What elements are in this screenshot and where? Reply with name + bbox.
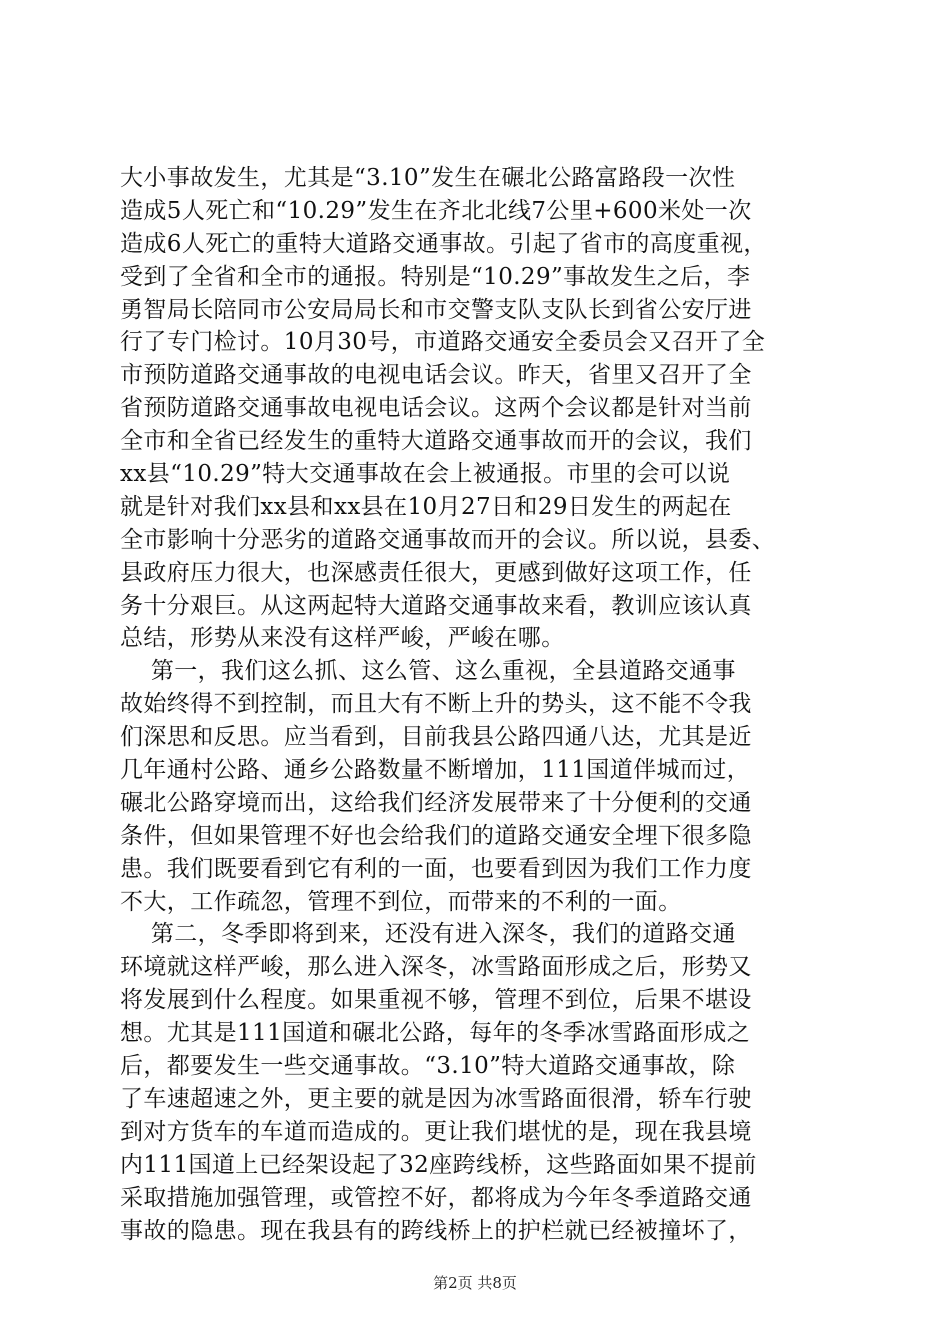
text-line: 大小事故发生，尤其是“3.10”发生在碾北公路富路段一次性 bbox=[120, 165, 736, 191]
text-line: 就是针对我们xx县和xx县在10月27日和29日发生的两起在 bbox=[120, 493, 732, 520]
text-line: 环境就这样严峻，那么进入深冬，冰雪路面形成之后，形势又 bbox=[120, 954, 752, 981]
text-line: 几年通村公路、通乡公路数量不断增加，111国道伴城而过， bbox=[120, 757, 751, 784]
text-line: 到对方货车的车道而造成的。更让我们堪忧的是，现在我县境 bbox=[120, 1118, 752, 1145]
text-line: 总结，形势从来没有这样严峻，严峻在哪。 bbox=[120, 625, 565, 652]
text-line: 患。我们既要看到它有利的一面，也要看到因为我们工作力度 bbox=[120, 855, 752, 882]
text-line: 内111国道上已经架设起了32座跨线桥，这些路面如果不提前 bbox=[120, 1151, 757, 1178]
text-line: 采取措施加强管理，或管控不好，都将成为今年冬季道路交通 bbox=[120, 1184, 752, 1211]
text-line: 行了专门检讨。10月30号，市道路交通安全委员会又召开了全 bbox=[120, 329, 766, 356]
text-line: 务十分艰巨。从这两起特大道路交通事故来看，教训应该认真 bbox=[120, 592, 752, 619]
text-line: 了车速超速之外，更主要的就是因为冰雪路面很滑，轿车行驶 bbox=[120, 1085, 752, 1112]
text-line: 勇智局长陪同市公安局局长和市交警支队支队长到省公安厅进 bbox=[120, 296, 752, 323]
text-line: 市预防道路交通事故的电视电话会议。昨天，省里又召开了全 bbox=[120, 362, 752, 389]
text-line: 故始终得不到控制，而且大有不断上升的势头，这不能不令我 bbox=[120, 691, 752, 718]
text-line: 省预防道路交通事故电视电话会议。这两个会议都是针对当前 bbox=[120, 395, 752, 422]
paragraph-first-line: 第二，冬季即将到来，还没有进入深冬，我们的道路交通 bbox=[120, 921, 736, 948]
text-line: 后，都要发生一些交通事故。“3.10”特大道路交通事故，除 bbox=[120, 1053, 736, 1080]
text-line: 受到了全省和全市的通报。特别是“10.29”事故发生之后，李 bbox=[120, 263, 751, 290]
paragraph-first-line: 第一，我们这么抓、这么管、这么重视，全县道路交通事 bbox=[120, 658, 736, 685]
text-line: 事故的隐患。现在我县有的跨线桥上的护栏就已经被撞坏了， bbox=[120, 1217, 752, 1244]
text-line: 造成6人死亡的重特大道路交通事故。引起了省市的高度重视， bbox=[120, 230, 767, 257]
document-body bbox=[120, 162, 832, 1247]
text-line: 县政府压力很大，也深感责任很大，更感到做好这项工作，任 bbox=[120, 559, 752, 586]
text-line: 条件，但如果管理不好也会给我们的道路交通安全埋下很多隐 bbox=[120, 822, 752, 849]
text-line: 全市影响十分恶劣的道路交通事故而开的会议。所以说，县委、 bbox=[120, 526, 776, 553]
text-line: 们深思和反思。应当看到，目前我县公路四通八达，尤其是近 bbox=[120, 724, 752, 751]
text-line: 碾北公路穿境而出，这给我们经济发展带来了十分便利的交通 bbox=[120, 789, 752, 816]
text-line: 不大，工作疏忽，管理不到位，而带来的不利的一面。 bbox=[120, 888, 682, 915]
text-line: 想。尤其是111国道和碾北公路，每年的冬季冰雪路面形成之 bbox=[120, 1020, 751, 1047]
text-line: 全市和全省已经发生的重特大道路交通事故而开的会议，我们 bbox=[120, 428, 752, 455]
page-number-footer: 第2页 共8页 bbox=[433, 1274, 517, 1292]
text-line: 将发展到什么程度。如果重视不够，管理不到位，后果不堪设 bbox=[120, 987, 752, 1014]
text-line: 造成5人死亡和“10.29”发生在齐北北线7公里+600米处一次 bbox=[120, 197, 752, 224]
text-line: xx县“10.29”特大交通事故在会上被通报。市里的会可以说 bbox=[120, 461, 731, 488]
